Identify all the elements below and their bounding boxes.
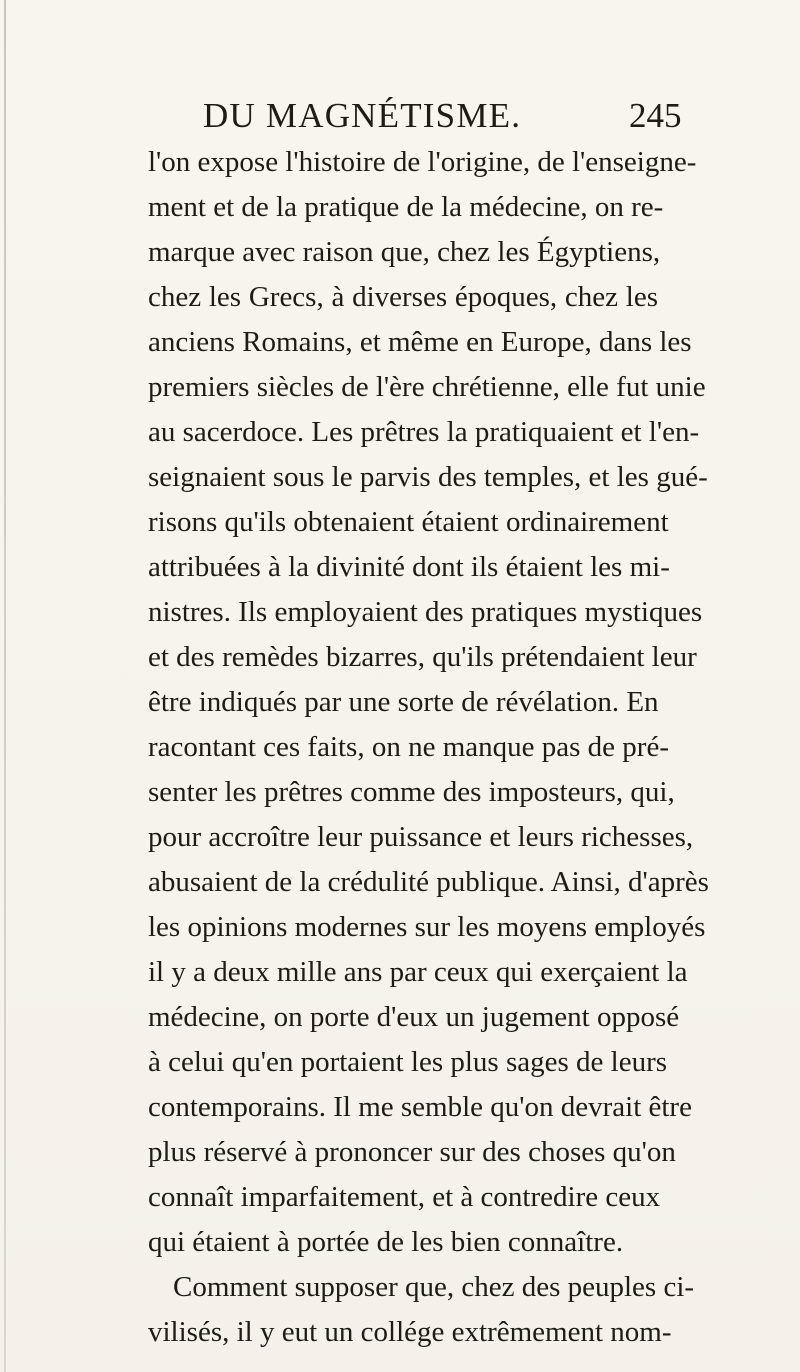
page-header bbox=[0, 92, 800, 140]
text-line: être indiqués par une sorte de révélation. En bbox=[148, 686, 659, 718]
text-line: contemporains. Il me semble qu'on devrait être bbox=[148, 1091, 692, 1123]
text-line: Comment supposer que, chez des peuples ci- bbox=[173, 1271, 695, 1303]
text-line: les opinions modernes sur les moyens employés bbox=[148, 911, 706, 943]
text-line: et des remèdes bizarres, qu'ils prétendaient leur bbox=[148, 641, 697, 673]
text-line: l'on expose l'histoire de l'origine, de l'enseigne- bbox=[148, 146, 697, 178]
text-line: risons qu'ils obtenaient étaient ordinairement bbox=[148, 506, 669, 538]
text-line: abusaient de la crédulité publique. Ainsi, d'après bbox=[148, 866, 709, 898]
text-line: chez les Grecs, à diverses époques, chez les bbox=[148, 281, 658, 313]
text-line: vilisés, il y eut un collége extrêmement nom- bbox=[148, 1316, 672, 1348]
text-line: racontant ces faits, on ne manque pas de pré- bbox=[148, 731, 669, 763]
text-line: pour accroître leur puissance et leurs richesses, bbox=[148, 821, 694, 853]
text-line: seignaient sous le parvis des temples, et les gué- bbox=[148, 461, 708, 493]
text-line: qui étaient à portée de les bien connaître. bbox=[148, 1226, 624, 1258]
text-line: nistres. Ils employaient des pratiques mystiques bbox=[148, 596, 703, 628]
text-line: plus réservé à prononcer sur des choses qu'on bbox=[148, 1136, 676, 1168]
text-line: connaît imparfaitement, et à contredire ceux bbox=[148, 1181, 661, 1213]
text-line: marque avec raison que, chez les Égyptiens, bbox=[148, 236, 661, 268]
text-line: attribuées à la divinité dont ils étaient les mi- bbox=[148, 551, 670, 583]
running-title: DU MAGNÉTISME. bbox=[203, 96, 522, 135]
text-line: au sacerdoce. Les prêtres la pratiquaient et l'en- bbox=[148, 416, 700, 448]
text-line: ment et de la pratique de la médecine, on re- bbox=[148, 191, 664, 223]
text-line: il y a deux mille ans par ceux qui exerçaient la bbox=[148, 956, 688, 988]
page-margin-shadow bbox=[4, 0, 6, 1372]
text-line: médecine, on porte d'eux un jugement opposé bbox=[148, 1001, 680, 1033]
text-line: anciens Romains, et même en Europe, dans les bbox=[148, 326, 692, 358]
text-line: senter les prêtres comme des imposteurs, qui, bbox=[148, 776, 675, 808]
text-line: premiers siècles de l'ère chrétienne, elle fut unie bbox=[148, 371, 706, 403]
text-line: à celui qu'en portaient les plus sages de leurs bbox=[148, 1046, 668, 1078]
page-number: 245 bbox=[629, 96, 682, 135]
